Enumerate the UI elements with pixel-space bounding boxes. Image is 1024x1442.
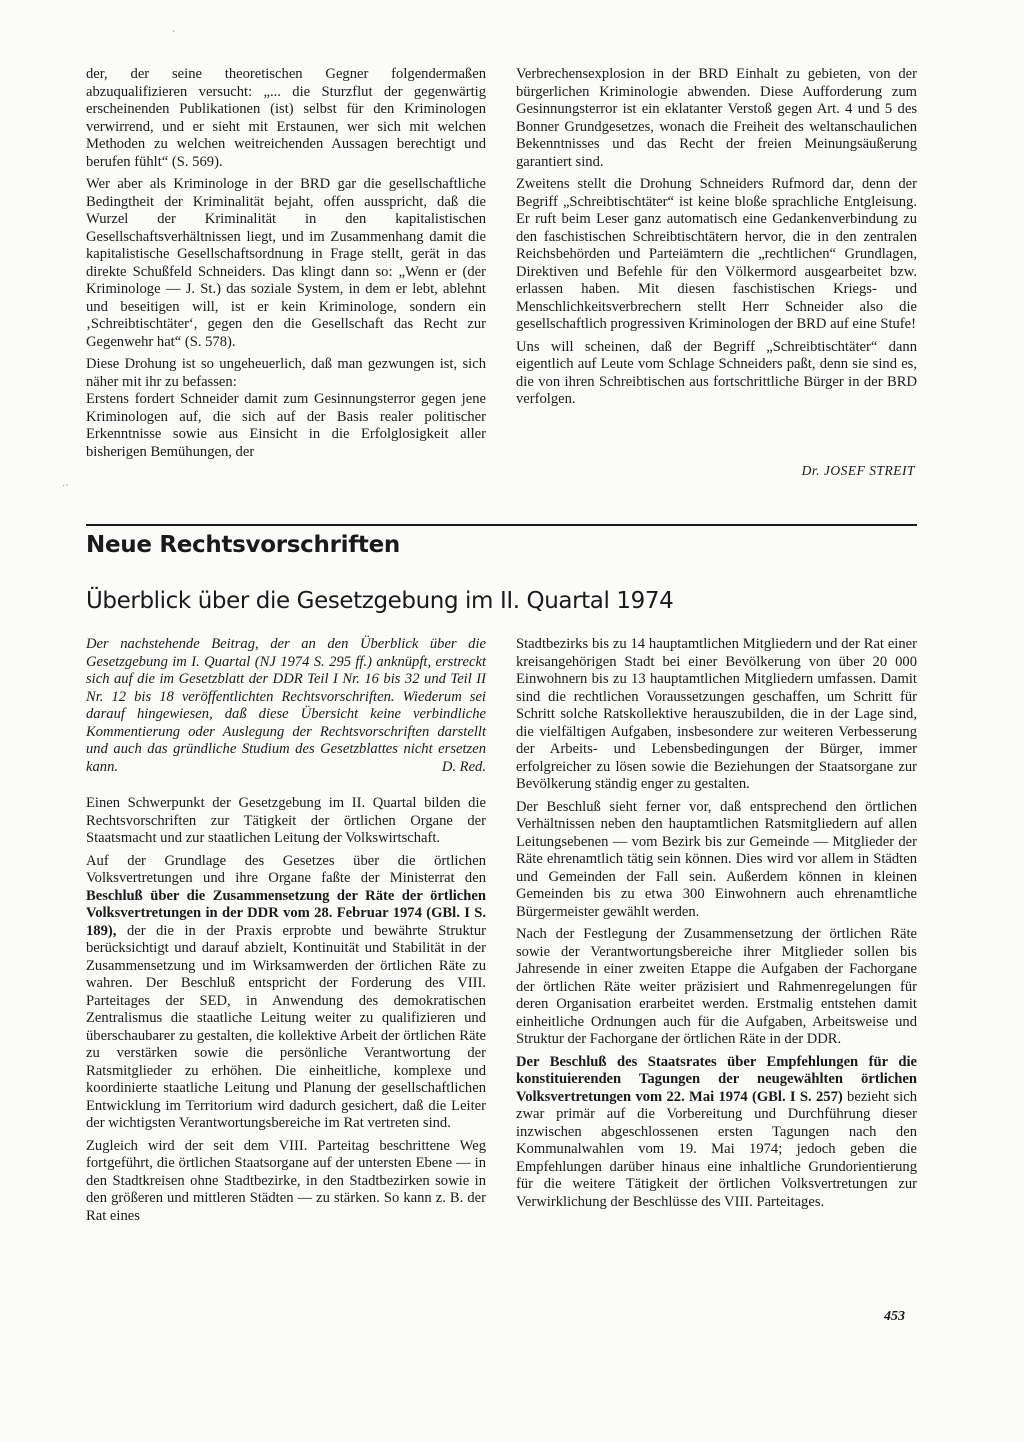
paragraph [86,853,486,1133]
paragraph: Einen Schwerpunkt der Gesetzgebung im II. Quartal bilden die Rechtsvorschriften zur Tätigkeit der örtlichen Organe der Staatsmacht und zur staatlichen Leitung der Volkswirtschaft. [86,795,486,846]
paragraph: Diese Drohung ist so ungeheuerlich, daß man gezwungen ist, sich näher mit ihr zu befassen: [86,356,486,390]
paragraph [516,1054,917,1212]
section-divider [86,524,917,526]
section-heading: Neue Rechtsvorschriften [86,532,400,558]
paragraph: Stadtbezirks bis zu 14 hauptamtlichen Mitgliedern und der Rat einer kreisangehörigen Stadt bei einer Bevölkerung von über 20 000 Einwohnern bis zu 13 hauptamtlichen Mitgliedern umfassen. Damit sind die rechtlichen Voraussetzungen geschaffen, um Schritt für Schritt solche Ratskollektive herauszubilden, die in der Lage sind, die vielfältigen Aufgaben, insbesondere zur weiteren Verbesserung der Arbeits- und Lebensbedingungen der Bürger, immer erfolgreicher zu lösen sowie die Beziehungen der Staatsorgane zur Bevölkerung ständig enger zu gestalten. [516,636,917,792]
paragraph: Zugleich wird der seit dem VIII. Parteitag beschrittene Weg fortgeführt, die örtlichen Staatsorgane auf der untersten Ebene — in den Stadtkreisen ohne Stadtbezirke, in den Stadtbezirken sowie in den größeren und mittleren Städten — zu stärken. So kann z. B. der Rat eines [86,1137,486,1224]
paragraph-text: bezieht sich zwar primär auf die Vorbereitung und Durchführung dieser inzwischen abgeschlossenen ersten Tagungen nach den Kommunalwahlen vom 19. Mai 1974; jedoch geben die Empfehlungen darüber hinaus eine inhaltliche Grundorientierung für die weitere Tätigkeit der örtlichen Volksvertretungen zur Verwirklichung der Beschlüsse des VIII. Parteitages. [516,1088,917,1210]
intro-text: Der nachstehende Beitrag, der an den Überblick über die Gesetzgebung im I. Quartal (NJ 1974 S. 295 ff.) anknüpft, erstreckt sich auf die im Gesetzblatt der DDR Teil I Nr. 16 bis 32 und Teil II Nr. 12 bis 18 veröffentlichten Rechtsvorschriften. Wiederum sei darauf hingewiesen, daß diese Übersicht keine verbindliche Kommentierung oder Auslegung der Rechtsvorschriften darstellt und auch das gründliche Studium des Gesetzblattes nicht ersetzen kann. [86,636,486,775]
author-signature: Dr. JOSEF STREIT [801,463,915,478]
decree-reference: Der Beschluß des Staatsrates über Empfehlungen für die konstituierenden Tagungen der neugewählten örtlichen Volksvertretungen vom 22. Mai 1974 (GBl. I S. 257) [516,1053,917,1105]
decree-reference: Beschluß über die Zusammensetzung der Räte der örtlichen Volksvertretungen in der DDR vom 28. Februar 1974 (GBl. I S. 189), [86,887,486,939]
page-number: 453 [884,1309,905,1324]
article-title: Überblick über die Gesetzgebung im II. Quartal 1974 [86,588,674,614]
spacer [86,781,486,795]
scan-speck: ˊ [172,30,176,41]
paragraph: Uns will scheinen, daß der Begriff „Schreibtischtäter“ dann eigentlich auf Leute vom Schlage Schneiders paßt, denn sie sind es, die von ihren Schreibtischen aus fortschrittliche Bürger in der BRD verfolgen. [516,338,917,407]
top-left-column [86,66,486,466]
paragraph: der, der seine theoretischen Gegner folgendermaßen abzuqualifizieren versucht: „... die Sturzflut der gegenwärtig erscheinenden Publikationen (ist) selbst für den Kriminologen verwirrend, und er sieht mit Erstaunen, wer sich mit welchen Methoden zu welchen weitreichenden Aussagen berechtigt und berufen fühlt“ (S. 569). [86,66,486,170]
editor-sign: D. Red. [441,758,486,775]
bottom-right-column [516,636,917,1216]
scan-speck: ˙ˊ [62,484,69,495]
paragraph-text: Auf der Grundlage des Gesetzes über die örtlichen Volksvertretungen und ihre Organe faßte der Ministerrat den [86,852,486,886]
paragraph: Der Beschluß sieht ferner vor, daß entsprechend den örtlichen Verhältnissen neben den hauptamtlichen Ratsmitgliedern auf allen Leitungsebenen — vom Bezirk bis zur Gemeinde — Mitglieder der Räte ehrenamtlich tätig sein können. Dies wird vor allem in Städten und Gemeinden der Fall sein. Außerdem können in kleinen Gemeinden bis zu etwa 300 Einwohnern auch ehrenamtliche Bürgermeister gewählt werden. [516,798,917,920]
bottom-left-column [86,636,486,1230]
paragraph: Nach der Festlegung der Zusammensetzung der örtlichen Räte sowie der Verantwortungsbereiche ihrer Mitglieder sollen bis Jahresende in einer zweiten Etappe die Aufgaben der Fachorgane der örtlichen Räte weiter präzisiert und Rahmenregelungen für deren Organisation erarbeitet werden. Erstmalig entstehen damit einheitliche Ordnungen auch für die Aufgaben, Arbeitsweise und Struktur der Fachorgane der örtlichen Räte in der DDR. [516,926,917,1047]
paragraph: Erstens fordert Schneider damit zum Gesinnungsterror gegen jene Kriminologen auf, die sich auf der Basis realer politischer Erkenntnisse sowie aus Einsicht in die Erfolglosigkeit aller bisherigen Bemühungen, der [86,391,486,460]
top-right-column [516,66,917,414]
paragraph-text: der die in der Praxis erprobte und bewährte Struktur berücksichtigt und darauf abzielt, Kontinuität und Stabilität in der Zusammensetzung und im Wirksamwerden der örtlichen Räte zu wahren. Der Beschluß entspricht der Forderung des VIII. Parteitages der SED, in Anwendung des demokratischen Zentralismus die staatliche Leitung weiter zu qualifizieren und überschaubarer zu gestalten, die kollektive Arbeit der örtlichen Räte zu verstärken sowie die persönliche Verantwortung der Ratsmitglieder zu erhöhen. Die einheitliche, komplexe und koordinierte staatliche Leitung und Planung der gesellschaftlichen Entwicklung im Territorium wird dadurch gesichert, daß die Leiter der wichtigsten Verantwortungsbereiche im Rat vertreten sind. [86,922,486,1131]
editorial-intro [86,636,486,776]
paragraph: Verbrechensexplosion in der BRD Einhalt zu gebieten, von der bürgerlichen Kriminologie abwenden. Diese Aufforderung zum Gesinnungsterror ist ein eklatanter Verstoß gegen Art. 4 und 5 des Bonner Grundgesetzes, wonach die Freiheit des weltanschaulichen Bekenntnisses und das Recht der freien Meinungsäußerung garantiert sind. [516,66,917,170]
paragraph: Wer aber als Kriminologe in der BRD gar die gesellschaftliche Bedingtheit der Kriminalität bejaht, offen ausspricht, daß die Wurzel der Kriminalität in den kapitalistischen Gesellschaftsverhältnissen liegt, und im Zusammenhang damit die kapitalistische Gesellschaftsordnung in Frage stellt, gerät in das direkte Schußfeld Schneiders. Das klingt dann so: „Wenn er (der Kriminologe — J. St.) das soziale System, in dem er lebt, ablehnt und beseitigen will, ist er kein Kriminologe, sondern ein ‚Schreibtischtäter‘, gegen den die Gesellschaft das Recht zur Gegenwehr hat“ (S. 578). [86,176,486,350]
paragraph: Zweitens stellt die Drohung Schneiders Rufmord dar, denn der Begriff „Schreibtischtäter“ ist keine bloße sprachliche Entgleisung. Er ruft beim Leser ganz automatisch eine Gedankenverbindung zu den faschistischen Schreibtischtätern hervor, die in den zentralen Reichsbehörden und Parteiämtern die „rechtlichen“ Grundlagen, Direktiven und Befehle für den Völkermord ausgearbeitet bzw. erlassen haben. Mit diesen faschistischen Kriegs- und Menschlichkeitsverbrechern stellt Herr Schneider also die gesellschaftlich progressiven Kriminologen der BRD auf eine Stufe! [516,176,917,332]
